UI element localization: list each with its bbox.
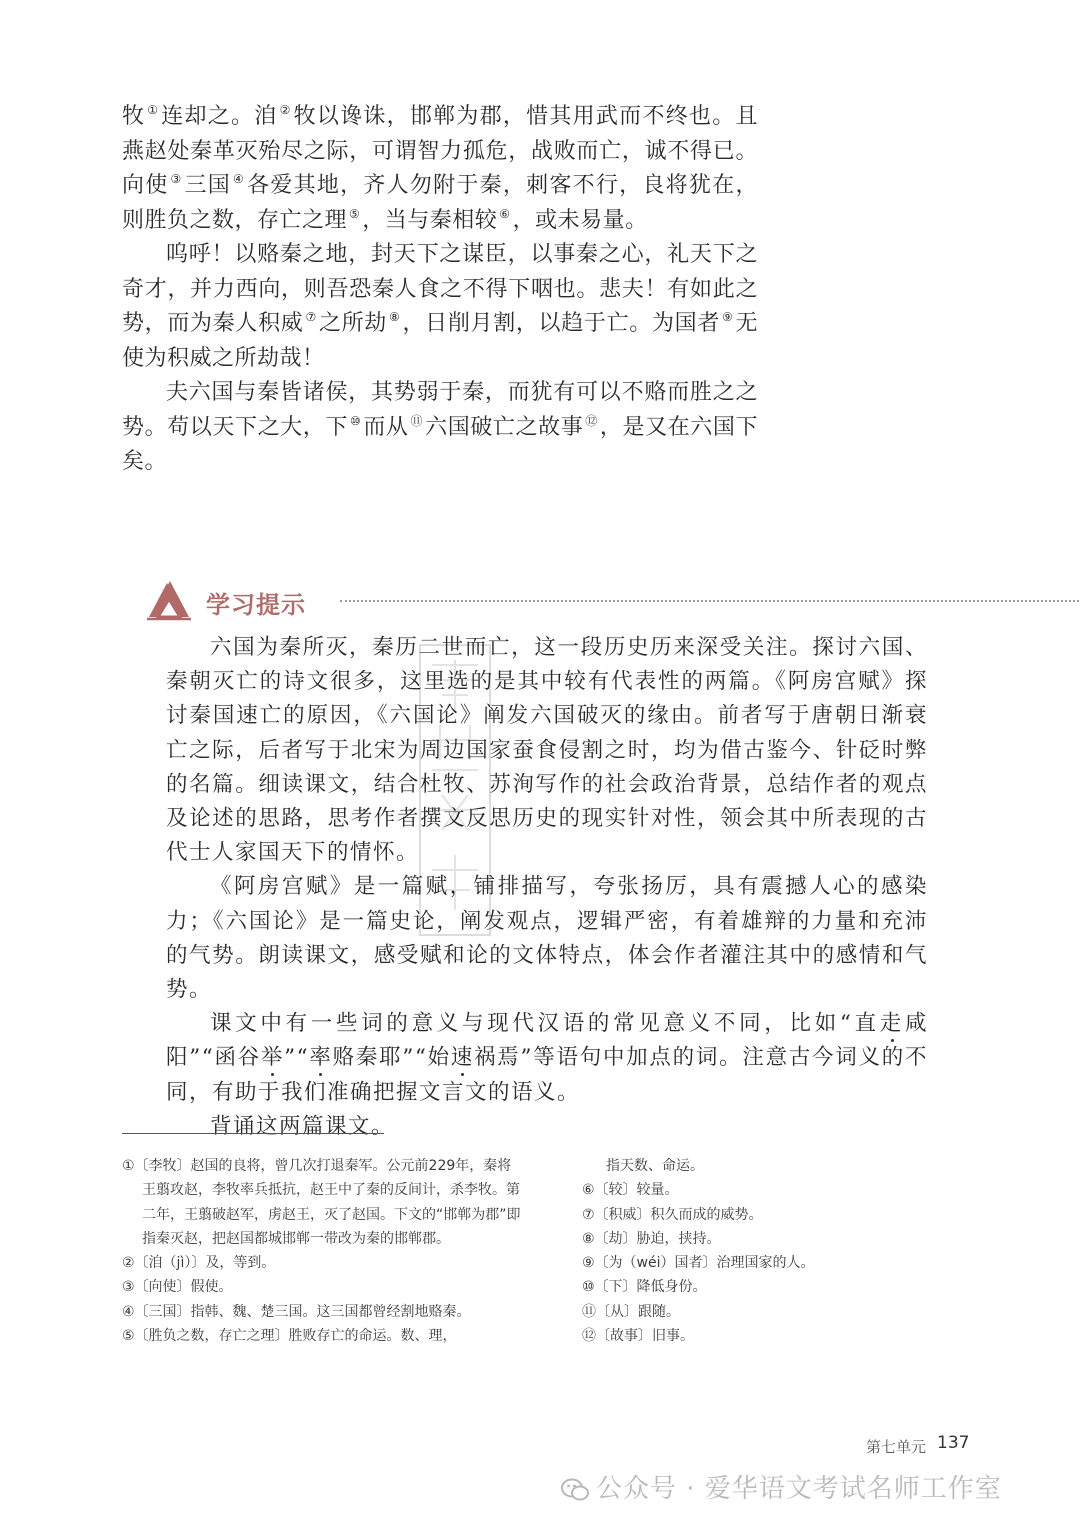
footnote-marker[interactable]: ④ [233,172,246,186]
emphasized-word: 速 [450,1045,475,1071]
footnote-item: ①〔李牧〕赵国的良将，曾几次打退秦军。公元前229年，秦将王翦攻赵，李牧率兵抵抗，赵王中了秦的反间计，杀李牧。第二年，王翦破赵军，虏赵王，灭了赵国。下文的“邯郸为郡”即指秦灭赵，把赵国都城邯郸一带改为秦的邯郸郡。 [122,1158,521,1247]
main-paragraph-2: 呜呼！以赂秦之地，封天下之谋臣，以事秦之心，礼天下之奇才，并力西向，则吾恐秦人食之不得下咽也。悲夫！有如此之势，而为秦人积威 ⑦之所劫 ⑧，日削月割，以趋于亡。为国者 ⑨无使为积威之所劫哉！ [122,242,758,371]
dotted-divider [340,600,1080,602]
footnote-item: ⑤〔胜负之数，存亡之理〕胜败存亡的命运。数、理， [122,1328,457,1345]
footnote-marker[interactable]: ⑩ [349,413,362,428]
footnotes-left-column [122,1154,522,1348]
footnote-marker[interactable]: ⑨ [722,310,734,324]
footnote-marker[interactable]: ① [147,103,160,117]
tips-paragraph-2: 《阿房宫赋》是一篇赋，铺排描写，夸张扬厉，具有震撼人心的感染力；《六国论》是一篇史论，阐发观点，逻辑严密，有着雄辩的力量和充沛的气势。朗读课文，感受赋和论的文体特点，体会作者灌注其中的感情和气势。 [166,874,928,1003]
footnote-marker[interactable]: ③ [170,172,183,186]
wechat-icon [560,1477,590,1503]
footnote-item: ②〔洎（jì）〕及，等到。 [122,1255,276,1272]
unit-label: 第七单元 [866,1438,927,1456]
tips-paragraph-1: 六国为秦所灭，秦历二世而亡，这一段历史历来深受关注。探讨六国、秦朝灭亡的诗文很多，这里选的是其中较有代表性的两篇。《阿房宫赋》探讨秦国速亡的原因，《六国论》阐发六国破灭的缘由。前者写于唐朝日渐衰亡之际，后者写于北宋为周边国家蚕食侵割之时，均为借古鉴今、针砭时弊的名篇。细读课文，结合杜牧、苏洵写作的社会政治背景，总结作者的观点及论述的思路，思考作者撰文反思历史的现实针对性，领会其中所表现的古代士人家国天下的情怀。 [166,635,928,866]
footnote-item: ⑥〔较〕较量。 [582,1182,679,1199]
main-text [122,100,758,480]
footnote-marker[interactable]: ⑥ [499,206,511,221]
main-paragraph-3: 夫六国与秦皆诸侯，其势弱于秦，而犹有可以不赂而胜之之势。苟以天下之大，下 ⑩而从 ⑪六国破亡之故事 ⑫，是又在六国下矣。 [122,380,758,474]
footnote-marker[interactable]: ⑧ [389,310,401,324]
footnote-divider [122,1133,384,1134]
footnote-item: ④〔三国〕指韩、魏、楚三国。这三国都曾经割地赂秦。 [122,1303,471,1320]
study-tips-body [166,631,928,1144]
footnote-item: ⑦〔积威〕积久而成的威势。 [582,1206,763,1223]
footnote-marker[interactable]: ⑪ [410,413,424,428]
study-tips-icon [145,577,193,621]
study-tips-header [140,575,980,625]
tips-paragraph-4: 背诵这两篇课文。 [210,1113,395,1139]
footnote-item: ③〔向使〕假使。 [122,1279,233,1296]
footnote-item: ⑨〔为（wéi）国者〕治理国家的人。 [582,1255,815,1272]
watermark-footer [560,1468,1002,1505]
footnote-continuation: 指天数、命运。 [606,1158,704,1174]
page-number: 137 [937,1433,970,1453]
footnote-marker[interactable]: ⑦ [305,310,317,324]
emphasized-word: 举 [260,1045,285,1071]
emphasized-word: 走 [879,1011,905,1037]
footnote-item: ⑩〔下〕降低身份。 [582,1279,707,1296]
tips-paragraph-3: 课文中有一些词的意义与现代汉语的常见意义不同，比如“直走咸阳”“函谷举”“率赂秦耶”“始速祸焉”等语句中加点的词。注意古今词义的不同，有助于我们准确把握文言文的语义。 [166,1011,928,1105]
footnotes-right-column [582,1154,902,1348]
footnote-marker[interactable]: ⑤ [349,206,361,221]
footnote-marker[interactable]: ⑫ [585,413,598,428]
footnote-item: ⑫〔故事〕旧事。 [582,1328,694,1345]
footnote-item: ⑪〔从〕跟随。 [582,1303,680,1320]
main-paragraph-1: 牧 ①连却之。洎 ②牧以谗诛，邯郸为郡，惜其用武而不终也。且燕赵处秦革灭殆尽之际，可谓智力孤危，战败而亡，诚不得已。向使 ③三国 ④各爱其地，齐人勿附于秦，刺客不行，良将犹在，则胜负之数，存亡之理 ⑤，当与秦相较 ⑥，或未易量。 [122,103,758,233]
emphasized-word: 率 [309,1045,333,1071]
footnote-marker[interactable]: ② [279,103,292,117]
study-tips-title: 学习提示 [206,591,306,619]
watermark-text: 公众号 · 爱华语文考试名师工作室 [596,1474,1002,1504]
footnote-item: ⑧〔劫〕胁迫，挟持。 [582,1230,721,1247]
